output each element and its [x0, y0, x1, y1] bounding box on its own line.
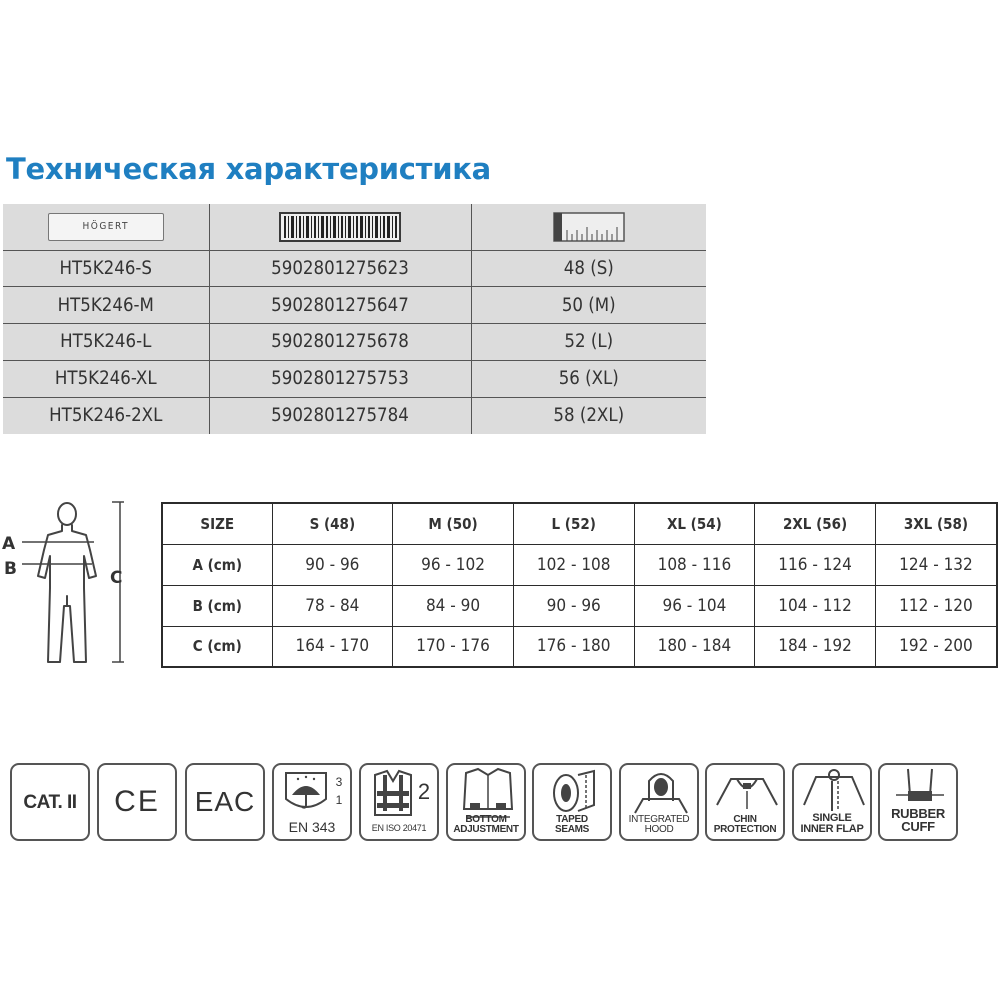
single-inner-flap-line-1: SINGLE [812, 812, 852, 824]
size-value: 96 - 102 [393, 544, 514, 585]
size-header: XL (54) [634, 503, 755, 544]
size-value: 180 - 184 [634, 626, 755, 667]
iso20471-label: EN ISO 20471 [371, 823, 427, 833]
size-value: 90 - 96 [272, 544, 393, 585]
size-value: 102 - 108 [513, 544, 634, 585]
rubber-cuff-line-2: CUFF [901, 819, 935, 834]
bottom-adjustment-line-1: BOTTOM [465, 814, 507, 825]
single-inner-flap-badge [792, 763, 872, 841]
product-size: 56 (XL) [471, 360, 706, 397]
product-row [3, 287, 706, 324]
taped-seams-icon [534, 765, 612, 821]
size-header: L (52) [513, 503, 634, 544]
ce-mark-icon: CE [114, 785, 160, 818]
size-header: S (48) [272, 503, 393, 544]
size-value: 164 - 170 [272, 626, 393, 667]
single-inner-flap-label [794, 813, 870, 835]
size-header: 3XL (58) [875, 503, 997, 544]
single-inner-flap-line-2: INNER FLAP [800, 823, 864, 835]
size-header: SIZE [162, 503, 272, 544]
cuff-icon [880, 765, 958, 809]
product-row [3, 360, 706, 397]
row-label: B (cm) [162, 585, 272, 626]
integrated-hood-line-2: HOOD [644, 824, 674, 835]
size-header: M (50) [393, 503, 514, 544]
size-table [161, 502, 998, 668]
product-code: HT5K246-XL [3, 360, 209, 397]
brand-logo [48, 213, 164, 241]
chin-protection-line-2: PROTECTION [713, 824, 777, 835]
size-table-header [162, 503, 997, 544]
size-value: 96 - 104 [634, 585, 755, 626]
cat-ii-badge [10, 763, 90, 841]
eac-badge [185, 763, 265, 841]
size-header-cell [471, 204, 706, 250]
product-code: HT5K246-2XL [3, 397, 209, 434]
size-table-row [162, 626, 997, 667]
size-value: 78 - 84 [272, 585, 393, 626]
brand-label: HÖGERT [82, 220, 130, 232]
product-size: 58 (2XL) [553, 405, 625, 427]
row-label: C (cm) [162, 626, 272, 667]
hood-icon [621, 765, 699, 821]
barcode-icon [279, 212, 401, 242]
size-table-row [162, 585, 997, 626]
product-row [3, 250, 706, 287]
en343-badge [272, 763, 352, 841]
rubber-cuff-badge [878, 763, 958, 841]
ce-badge [97, 763, 177, 841]
eac-mark-icon: EAC [194, 786, 256, 817]
figure-label-a: A [2, 534, 16, 554]
brand-header-cell [3, 204, 209, 250]
cat-ii-label: CAT. II [23, 792, 77, 813]
size-value: 124 - 132 [875, 544, 997, 585]
body-measurement-figure [0, 496, 140, 671]
chin-protection-line-1: CHIN [733, 814, 757, 825]
product-ean: 5902801275678 [209, 324, 471, 361]
size-value: 176 - 180 [513, 626, 634, 667]
bottom-adjustment-label [448, 815, 524, 835]
iso20471-badge [359, 763, 439, 841]
taped-seams-label [534, 815, 610, 835]
product-size: 48 (S) [471, 250, 706, 287]
product-row [3, 324, 706, 361]
product-table [3, 204, 706, 434]
product-code: HT5K246-S [3, 250, 209, 287]
iso20471-class: 2 [417, 779, 431, 804]
size-value: 90 - 96 [513, 585, 634, 626]
integrated-hood-badge [619, 763, 699, 841]
chin-protection-label [707, 815, 783, 835]
chin-protection-icon [707, 765, 785, 821]
product-ean: 5902801275784 [209, 397, 471, 434]
bottom-adjustment-badge [446, 763, 526, 841]
taped-seams-line-1: TAPED [556, 814, 588, 825]
jacket-bottom-adjustment-icon [448, 765, 526, 821]
page-title: Техническая характеристика [6, 152, 491, 186]
figure-label-c: C [110, 568, 123, 588]
en343-class-top: 3 [335, 775, 343, 789]
row-label: A (cm) [162, 544, 272, 585]
size-value: 84 - 90 [393, 585, 514, 626]
product-ean: 5902801275753 [209, 360, 471, 397]
rubber-cuff-line-1: RUBBER [891, 806, 945, 821]
integrated-hood-label [621, 815, 697, 835]
size-value: 116 - 124 [755, 544, 876, 585]
size-value: 192 - 200 [875, 626, 997, 667]
size-value: 184 - 192 [755, 626, 876, 667]
size-value: 112 - 120 [875, 585, 997, 626]
rubber-cuff-label [880, 807, 956, 833]
taped-seams-line-2: SEAMS [554, 824, 590, 835]
en343-label: EN 343 [288, 819, 336, 835]
size-value: 170 - 176 [393, 626, 514, 667]
figure-label-b: B [4, 559, 17, 579]
measuring-scale-icon [553, 212, 625, 242]
product-size: 52 (L) [471, 324, 706, 361]
size-header: 2XL (56) [755, 503, 876, 544]
chin-protection-badge [705, 763, 785, 841]
feature-badges [10, 763, 1000, 843]
product-code: HT5K246-M [3, 287, 209, 324]
en343-class-bottom: 1 [335, 793, 343, 807]
product-row [3, 397, 706, 434]
product-ean: 5902801275623 [209, 250, 471, 287]
size-value: 104 - 112 [755, 585, 876, 626]
size-value: 108 - 116 [634, 544, 755, 585]
size-table-row [162, 544, 997, 585]
bottom-adjustment-line-2: ADJUSTMENT [453, 824, 519, 835]
integrated-hood-line-1: INTEGRATED [628, 814, 690, 825]
product-size: 50 (M) [471, 287, 706, 324]
product-ean: 5902801275647 [209, 287, 471, 324]
product-table-header [3, 204, 706, 250]
taped-seams-badge [532, 763, 612, 841]
barcode-header-cell [209, 204, 471, 250]
product-code: HT5K246-L [3, 324, 209, 361]
